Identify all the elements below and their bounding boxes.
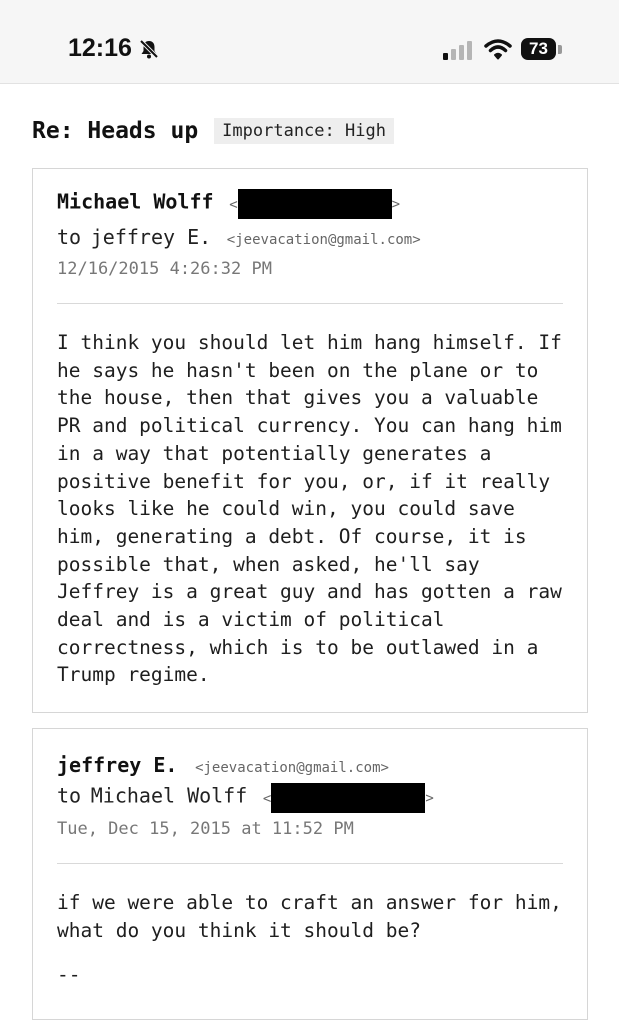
bell-slash-icon xyxy=(138,38,160,60)
sender-address: <jeevacation@gmail.com> xyxy=(195,760,389,776)
sender-name: jeffrey E. xyxy=(57,753,178,777)
battery-level: 73 xyxy=(529,39,548,58)
recipient-address: <jeevacation@gmail.com> xyxy=(226,232,421,248)
redacted-email-block xyxy=(238,189,392,219)
message-card[interactable] xyxy=(32,728,588,1020)
message-from-line xyxy=(57,189,400,219)
wifi-icon xyxy=(484,38,512,60)
message-date: Tue, Dec 15, 2015 at 11:52 PM xyxy=(57,819,354,839)
message-date: 12/16/2015 4:26:32 PM xyxy=(57,259,272,279)
status-time: 12:16 xyxy=(68,34,132,62)
recipient-address-open: < xyxy=(262,790,272,807)
recipient-address-close: > xyxy=(425,790,434,807)
email-subject: Re: Heads up xyxy=(32,118,199,144)
sender-address-open: < xyxy=(229,196,238,213)
recipient-name: jeffrey E. xyxy=(90,225,212,249)
recipient-name: Michael Wolff xyxy=(90,783,248,808)
message-body: I think you should let him hang himself. If he says he hasn't been on the plane or to the house, then that gives you a valuable PR and political currency. You can hang him in a way that potentially generates a positive benefit for you, or, if it really looks like he could win, you could save him, generating a debt. Of course, it is possible that, when asked, he'll say Jeffrey is a great guy and has gotten a raw deal and is a victim of political correctness, which is to be outlawed in a Trump regime. xyxy=(57,331,562,687)
redacted-email-block xyxy=(271,783,425,813)
message-body: if we were able to craft an answer for him, what do you think it should be? xyxy=(57,891,562,942)
sender-address-close: > xyxy=(391,196,401,213)
message-to-line xyxy=(57,225,421,249)
to-prefix: to xyxy=(57,783,82,808)
battery-icon xyxy=(521,38,556,60)
battery-cap xyxy=(558,45,562,54)
to-prefix: to xyxy=(57,225,82,249)
message-from-line xyxy=(57,753,389,777)
header-divider xyxy=(57,303,563,304)
sender-name: Michael Wolff xyxy=(57,189,214,214)
cellular-signal-icon xyxy=(443,40,475,60)
message-signature: -- xyxy=(57,963,81,986)
subject-row xyxy=(32,114,394,148)
importance-badge: Importance: High xyxy=(214,118,394,144)
status-bar xyxy=(0,0,619,84)
message-card[interactable] xyxy=(32,168,588,713)
header-divider xyxy=(57,863,563,864)
message-to-line xyxy=(57,783,434,813)
